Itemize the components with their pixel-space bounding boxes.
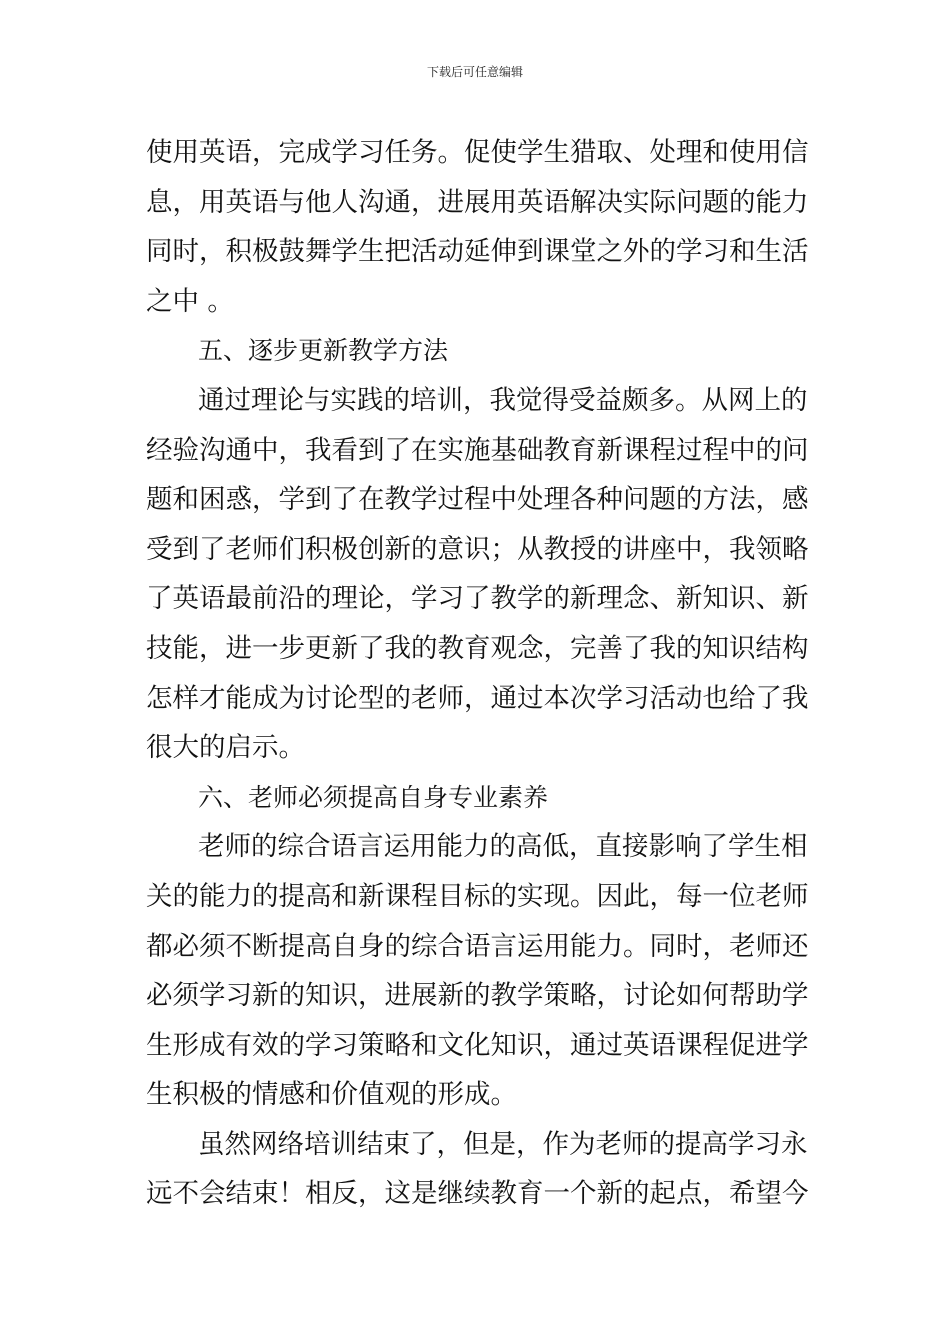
text-line: 很大的启示。 [146,732,305,764]
section-heading-5: 五、逐步更新教学方法 [198,336,449,366]
text-line: 必须学习新的知识，进展新的教学策略，讨论如何帮助学 [146,980,809,1012]
text-line: 息，用英语与他人沟通，进展用英语解决实际问题的能力 [146,186,809,218]
text-line: 怎样才能成为讨论型的老师，通过本次学习活动也给了我 [146,682,809,714]
document-body [146,128,810,1219]
text-line: 生积极的情感和价值观的形成。 [146,1079,517,1111]
text-line: 关的能力的提高和新课程目标的实现。因此，每一位老师 [146,880,809,912]
text-line: 同时，积极鼓舞学生把活动延伸到课堂之外的学习和生活 [146,236,809,268]
text-line: 了英语最前沿的理论，学习了教学的新理念、新知识、新 [146,583,809,615]
text-line: 经验沟通中，我看到了在实施基础教育新课程过程中的问 [146,434,809,466]
text-line: 生形成有效的学习策略和文化知识，通过英语课程促进学 [146,1029,809,1061]
text-line: 受到了老师们积极创新的意识；从教授的讲座中，我领略 [146,533,809,565]
text-line: 技能，进一步更新了我的教育观念，完善了我的知识结构 [146,632,809,664]
section-heading-6: 六、老师必须提高自身专业素养 [198,782,549,812]
paragraph-start-line: 老师的综合语言运用能力的高低，直接影响了学生相 [198,831,808,863]
page-header: 下载后可任意编辑 [426,65,523,79]
paragraph-start-line: 虽然网络培训结束了，但是，作为老师的提高学习永 [198,1128,808,1160]
paragraph-start-line: 通过理论与实践的培训，我觉得受益颇多。从网上的 [198,384,808,416]
text-line: 远不会结束！相反，这是继续教育一个新的起点，希望今 [146,1178,809,1210]
text-line: 使用英语，完成学习任务。促使学生猎取、处理和使用信 [146,137,809,168]
text-line: 之中 。 [146,285,234,317]
text-line: 题和困惑，学到了在教学过程中处理各种问题的方法，感 [146,484,809,516]
text-line: 都必须不断提高自身的综合语言运用能力。同时，老师还 [146,930,809,962]
